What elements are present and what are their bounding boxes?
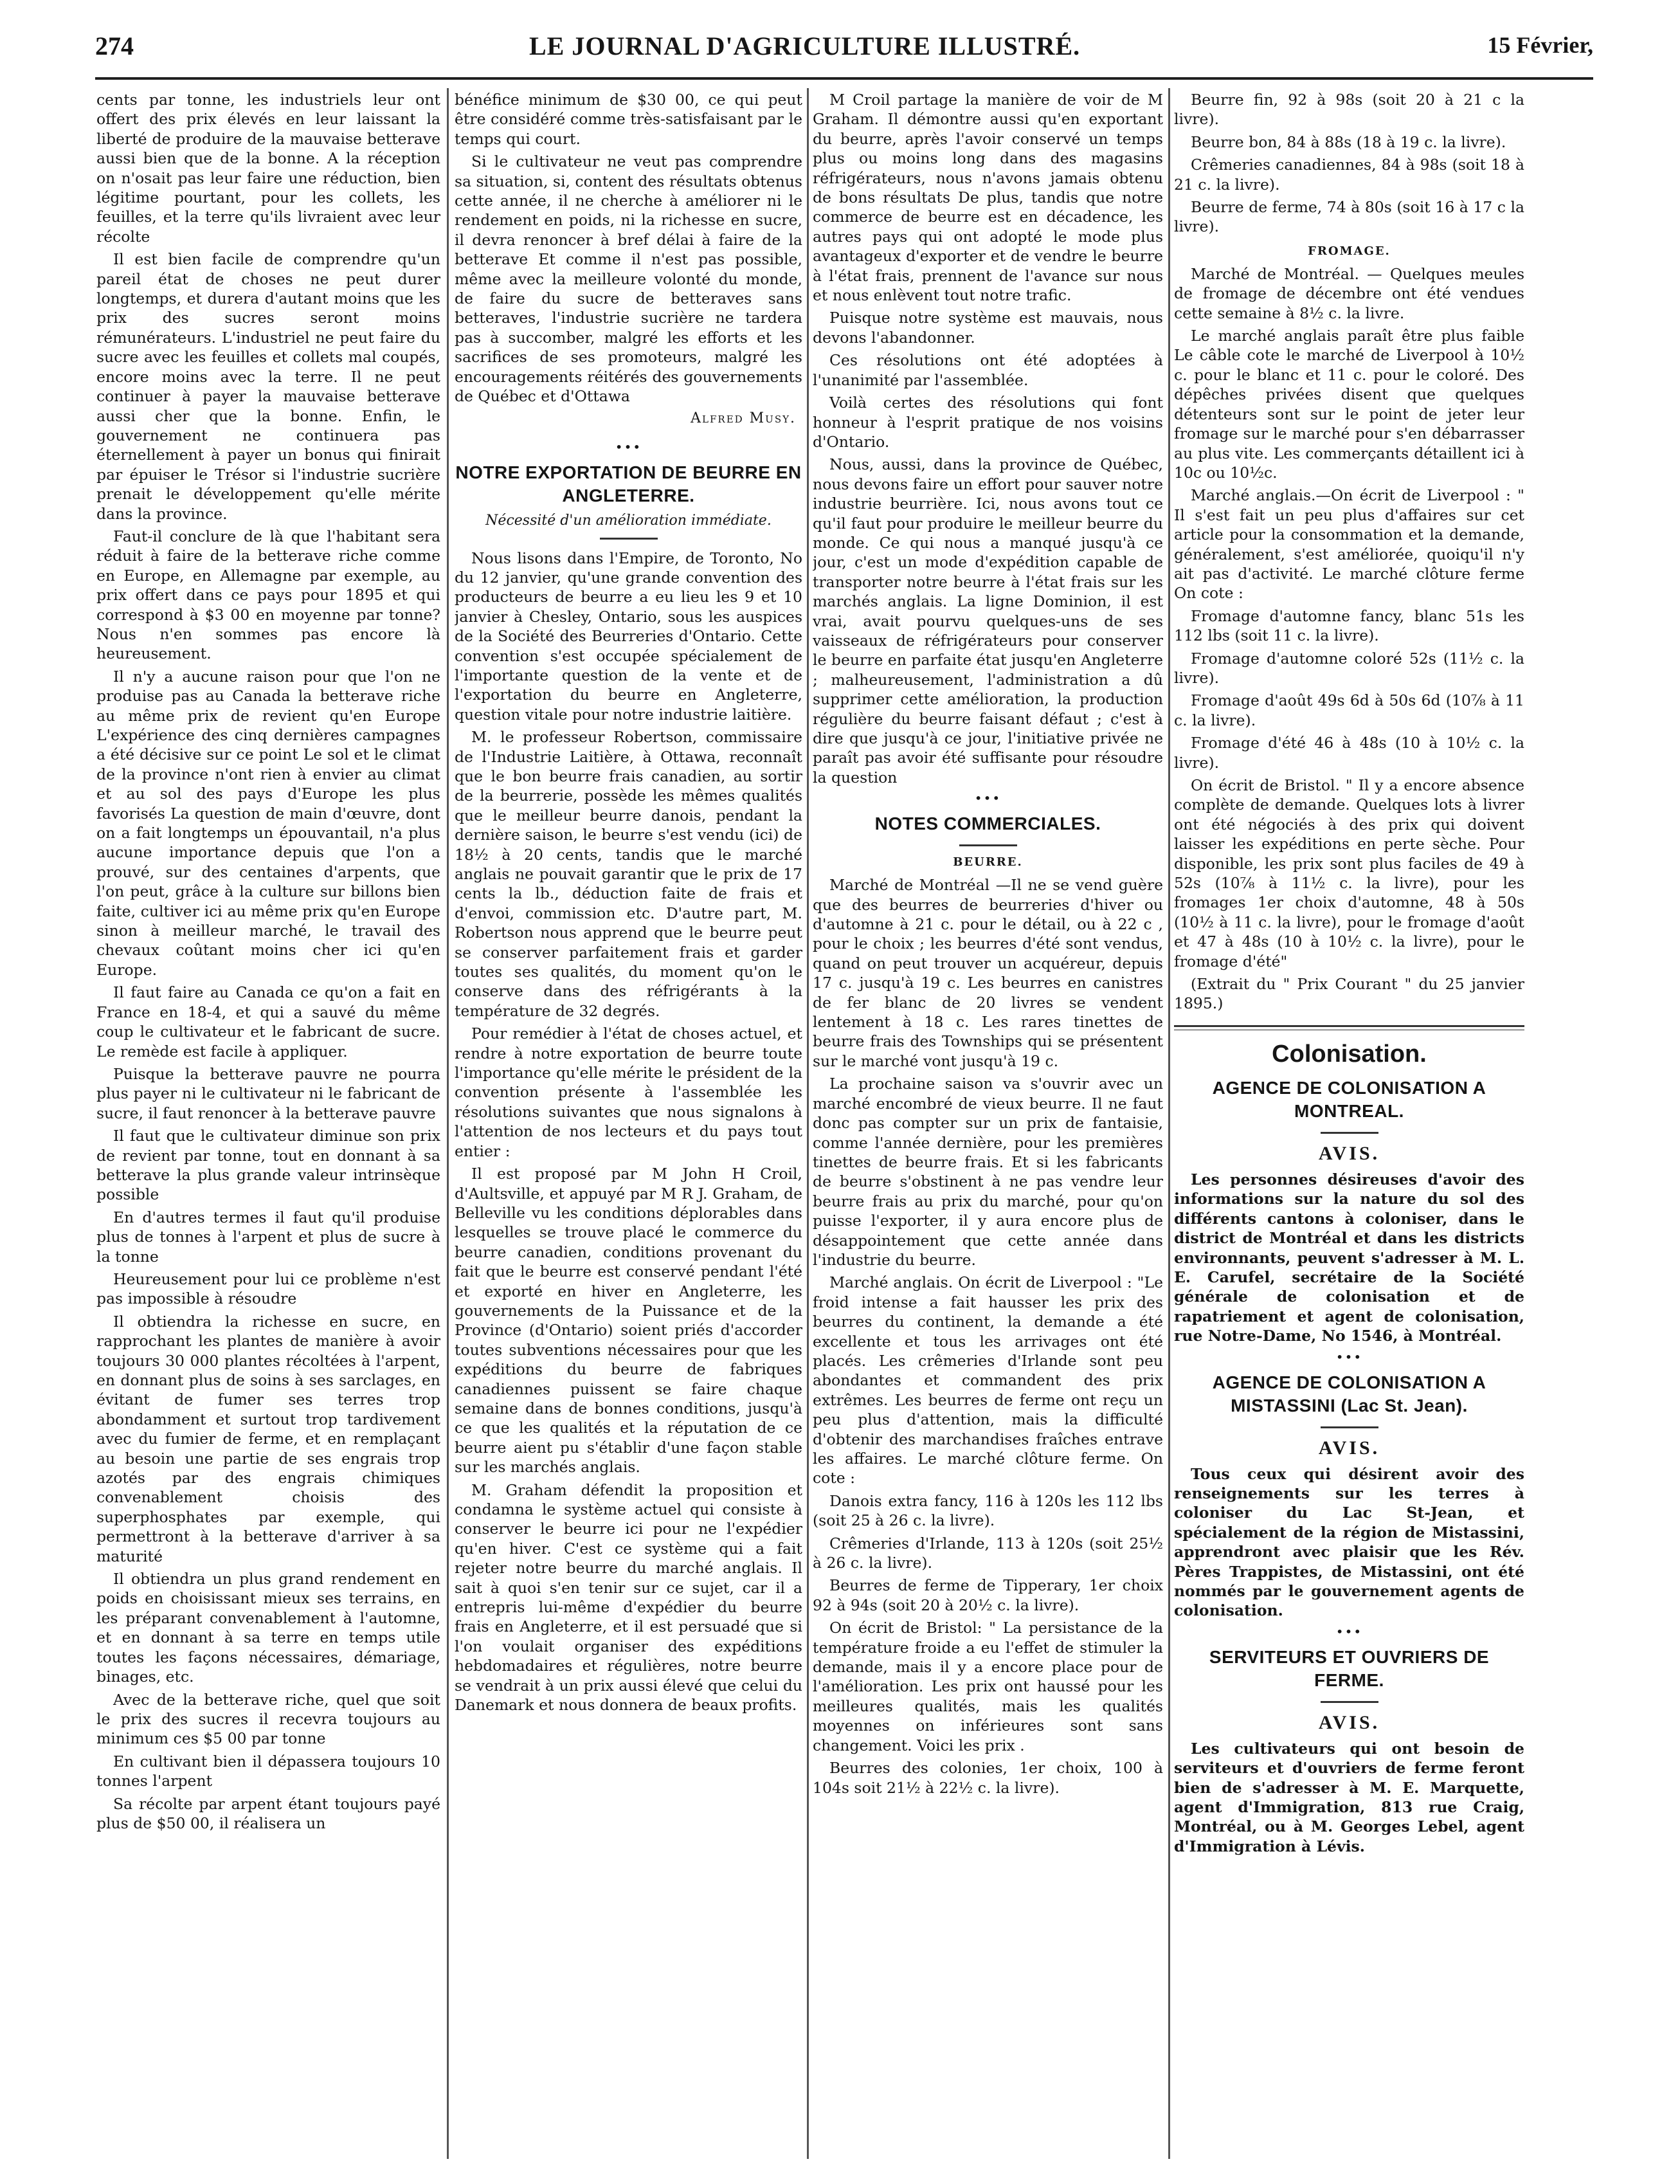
market-paragraph: Beurre bon, 84 à 88s (18 à 19 c. la livre). xyxy=(1191,132,1506,151)
article-paragraph: Ces résolutions ont été adoptées à l'unanimité par l'assemblée. xyxy=(813,351,1163,389)
article-paragraph: Il obtiendra un plus grand rendement en poids en choisissant mieux ses terrains, en les préparant convenablement à l'automne, et en donnant à sa terre en temps utile toutes les façons nécessaires, démariage, binages, etc. xyxy=(96,1570,440,1686)
agency-title: AGENCE DE COLONISATION A MISTASSINI (Lac St. Jean). xyxy=(1212,1372,1486,1415)
article-paragraph: Voilà certes des résolutions qui font honneur à l'esprit pratique de nos voisins d'Ontario. xyxy=(813,394,1163,451)
notice-text: Les cultivateurs qui ont besoin de serviteurs et d'ouvriers de ferme feront bien de s'adresser à M. E. Marquette, agent d'Immigration, 813 rue Craig, Montréal, ou à M. Georges Lebel, agent d'Immigration à Lévis. xyxy=(1174,1739,1524,1855)
market-paragraph: Crêmeries d'Irlande, 113 à 120s (soit 25½ à 26 c. la livre). xyxy=(813,1534,1163,1572)
article-paragraph: Il est proposé par M John H Croil, d'Aultsville, et appuyé par M R J. Graham, de Belleville vu les conditions déplorables dans lesquelles se trouve placé le commerce du beurre canadien, conditions provenant du fait que le beurre est conservé pendant l'été et exporté en hiver en Angleterre, les gouvernements de la Puissance et de la Province (d'Ontario) soient priés d'accorder toutes subventions nécessaires pour que les expéditions du beurre de fabriques canadiennes puissent se faire chaque semaine dans de bonnes conditions, jusqu'à ce que les qualités et la réputation de ce beurre aient pu s'établir d'une façon stable sur les marchés anglais. xyxy=(455,1165,802,1477)
short-rule xyxy=(600,538,658,540)
section-subtitle: Nécessité d'un amélioration immédiate. xyxy=(485,512,772,529)
article-paragraph: Il obtiendra la richesse en sucre, en rapprochant les plantes de manière à avoir toujours 30 000 plantes récoltées à l'arpent, en donnant plus de soins à ses sarclages, en évitant de fumer ses terres trop abondamment et surtout trop tardivement avec du fumier de ferme, et en remplaçant au besoin une partie de ses engrais trop azotés par des engrais chimiques convenablement choisis des superphosphates par exemple, qui permettront à la betterave d'arriver à sa maturité xyxy=(96,1312,440,1565)
section-divider: ••• xyxy=(974,790,1002,806)
section-divider: ••• xyxy=(615,439,642,455)
market-paragraph: On écrit de Bristol: " La persistance de la température froide a eu l'effet de stimuler la demande, mais il y a encore place pour de l'amélioration. Les prix ont haussé pour les meilleures qualités, mais les qualités moyennes on inférieures sont sans changement. Voici les prix . xyxy=(813,1619,1163,1754)
subsection-heading: FROMAGE. xyxy=(1308,244,1391,258)
short-rule xyxy=(1321,1132,1378,1134)
column-4 xyxy=(1174,90,1524,2158)
article-paragraph: Il faut faire au Canada ce qu'on a fait en France en 18-4, et qui a sauvé du même coup le cultivateur et le fabricant de sucre. Le remède est facile à appliquer. xyxy=(96,983,440,1060)
article-paragraph: Nous, aussi, dans la province de Québec, nous devons faire un effort pour sauver notre industrie beurrière. Ici, nous avons tout ce qu'il faut pour produire le meilleur beurre du monde. Ce qui nous a manqué jusqu'à ce jour, c'est un mode d'expédition capable de transporter notre beurre à l'état frais sur les marchés anglais. La ligne Dominion, il est vrai, avait pourvu quelques-uns de ses vaisseaux de réfrigérateurs pour conserver le beurre en parfaite état jusqu'en Angleterre ; malheureusement, l'administration a dû supprimer cette amélioration, la production régulière du beurre faisant défaut ; c'est à dire que jusqu'à ce jour, l'initiative privée ne paraît pas avoir été suffisante pour résoudre la question xyxy=(813,455,1163,787)
notice-text: Les personnes désireuses d'avoir des informations sur la nature du sol des différents cantons à coloniser, dans le district de Montréal et dans les districts environnants, peuvent s'adresser à M. L. E. Carufel, secrétaire de la Société générale de colonisation et de rapatriement et agent de colonisation, rue Notre-Dame, No 1546, à Montréal. xyxy=(1174,1170,1524,1345)
notice-text: Tous ceux qui désirent avoir des renseignements sur les terres à coloniser du Lac St-Jean, et spécialement de la région de Mistassini, apprendront avec plaisir que les Rév. Pères Trappistes, de Mistassini, ont été nommés par le gouvernement agents de colonisation. xyxy=(1174,1464,1524,1620)
market-paragraph: Beurres des colonies, 1er choix, 100 à 104s soit 21½ à 22½ c. la livre). xyxy=(813,1759,1163,1797)
article-paragraph: Puisque la betterave pauvre ne pourra plus payer ni le cultivateur ni le fabricant de sucre, il faut renoncer à la betterave pauvre xyxy=(96,1064,440,1122)
article-paragraph: M. le professeur Robertson, commissaire de l'Industrie Laitière, à Ottawa, reconnaît que le bon beurre frais canadien, au sortir de la beurrerie, possède les mêmes qualités que le meilleur beurre danois, pendant la dernière saison, le beurre s'est vendu (ici) de 18½ à 20 cents, tandis que le marché anglais ne pouvait garantir que le prix de 17 cents la lb., déduction faite de frais et d'envoi, commission etc. D'autre part, M. Robertson nous apprend que le beurre peut se conserver parfaitement frais et garder toutes ses qualités, du moment qu'on le conserve dans des réfrigérants à la température de 32 degrés. xyxy=(455,728,802,1020)
subsection-heading: BEURRE. xyxy=(953,855,1023,869)
market-paragraph: Fromage d'automne coloré 52s (11½ c. la livre). xyxy=(1174,649,1524,687)
market-paragraph: Marché de Montréal —Il ne se vend guère que des beurres de beurreries d'hiver ou d'automne à 21 c. pour le détail, ou à 22 c , pour le choix ; les beurres d'été sont vendus, quand on peut trouver un acquéreur, depuis 17 c. jusqu'à 19 c. Les beurres en canistres de fer blanc de 20 livres se vendent lentement à 18 c. Les rares tinettes de beurre frais des Townships qui se présentent sur le marché vont jusqu'à 19 c. xyxy=(813,876,1163,1070)
notice-heading: AVIS. xyxy=(1318,1711,1380,1733)
section-rule xyxy=(1174,1025,1524,1030)
short-rule xyxy=(959,844,1017,846)
article-paragraph: Il est bien facile de comprendre qu'un pareil état de choses ne peut durer longtemps, et durera d'autant moins que les prix des sucres seront moins rémunérateurs. L'industriel ne peut faire du sucre avec les feuilles et collets mal coupés, encore moins avec la terre. Il ne peut continuer à payer la mauvaise betterave aussi cher que la bonne. Enfin, le gouvernement ne continuera pas éternellement à payer un bonus qui finirait par épuiser le Trésor si l'industrie sucrière prenait le développement qu'elle mérite dans la province. xyxy=(96,250,440,523)
market-paragraph: Le marché anglais paraît être plus faible Le câble cote le marché de Liverpool à 10½ c. pour le blanc et 11 c. pour le coloré. Des dépêches privées disent que quelques détenteurs sont sur le point de jeter leur fromage sur le marché pour s'en débarrasser au plus vite. Les commerçants détaillent ici à 10c ou 10½c. xyxy=(1174,327,1524,482)
article-paragraph: En d'autres termes il faut qu'il produise plus de tonnes à l'arpent et plus de sucre à la tonne xyxy=(96,1208,440,1266)
page-header xyxy=(95,33,1593,71)
market-paragraph: Marché anglais. On écrit de Liverpool : "Le froid intense a fait hausser les prix des beurres du continent, la demande a été excellente et tous les arrivages ont été placés. Les crêmeries d'Irlande sont peu abondantes et commandent des prix extrêmes. Les beurres de ferme ont reçu un peu plus d'attention, mais la difficulté d'obtenir des marchandises fraîches entrave les affaires. Le marché clôture ferme. On cote : xyxy=(813,1273,1163,1488)
agency-title: AGENCE DE COLONISATION A MONTREAL. xyxy=(1212,1077,1486,1121)
source-citation: (Extrait du " Prix Courant " du 25 janvier 1895.) xyxy=(1174,975,1524,1013)
market-paragraph: Beurres de ferme de Tipperary, 1er choix 92 à 94s (soit 20 à 20½ c. la livre). xyxy=(813,1576,1163,1614)
page-number: 274 xyxy=(95,32,134,60)
market-paragraph: Marché anglais.—On écrit de Liverpool : " Il s'est fait un peu plus d'affaires sur cet article pour la consommation et la demande, généralement, s'est améliorée, quoiqu'il n'y ait pas d'activité. Le marché clôture ferme On cote : xyxy=(1174,486,1524,603)
market-paragraph: Crêmeries canadiennes, 84 à 98s (soit 18 à 21 c. la livre). xyxy=(1174,156,1524,194)
article-paragraph: Nous lisons dans l'Empire, de Toronto, No du 12 janvier, qu'une grande convention des producteurs de beurre a eu lieu les 9 et 10 janvier à Chesley, Ontario, sous les auspices de la Société des Beurreries d'Ontario. Cette convention s'est occupée spécialement de l'importante question de la vente et de l'exportation du beurre en Angleterre, question vitale pour notre industrie laitière. xyxy=(455,549,802,723)
article-paragraph: Avec de la betterave riche, quel que soit le prix des sucres il recevra toujours au minimum ces $5 00 par tonne xyxy=(96,1690,440,1748)
market-paragraph: Danois extra fancy, 116 à 120s les 112 lbs (soit 25 à 26 c. la livre). xyxy=(813,1491,1163,1530)
column-3 xyxy=(813,90,1163,2158)
article-paragraph: M. Graham défendit la proposition et condamna le système actuel qui consiste à conserver le beurre ici pour ne l'expédier qu'en hiver. C'est ce système qui a fait rejeter notre beurre du marché anglais. Il sait à quoi s'en tenir sur ce sujet, car il a entrepris lui-même d'expédier du beurre frais en Angleterre, et il est persuadé que si l'on voulait organiser des expéditions hebdomadaires et régulières, notre beurre se vendrait à un prix aussi élevé que celui du Danemark et nous donnera de beaux profits. xyxy=(455,1480,802,1715)
section-title: NOTRE EXPORTATION DE BEURRE EN ANGLETERRE. xyxy=(455,462,802,505)
article-paragraph: Puisque notre système est mauvais, nous devons l'abandonner. xyxy=(813,309,1163,347)
market-paragraph: Fromage d'automne fancy, blanc 51s les 112 lbs (soit 11 c. la livre). xyxy=(1174,606,1524,645)
article-paragraph: bénéfice minimum de $30 00, ce qui peut être considéré comme très-satisfaisant par le temps qui court. xyxy=(455,91,802,148)
column-divider xyxy=(807,88,809,2159)
article-paragraph: Si le cultivateur ne veut pas comprendre sa situation, si, content des résultats obtenus cette année, il ne cherche à améliorer ni le rendement en poids, ni la richesse en sucre, il devra renoncer à bref délai à faire de la betterave Et comme il n'est pas possible, même avec la meilleure volonté du monde, de faire du sucre de betteraves sans betteraves, l'industrie sucrière ne tardera pas à succomber, malgré les efforts et les sacrifices de ses promoteurs, malgré les encouragements réitérés des gouvernements de Québec et d'Ottawa xyxy=(455,152,802,406)
colonisation-title: Colonisation. xyxy=(1272,1040,1427,1068)
column-1 xyxy=(96,90,440,2158)
article-paragraph: cents par tonne, les industriels leur ont offert des prix élevés en leur laissant la liberté de produire de la mauvaise betterave aussi bien que de la bonne. A la réception on n'osait pas leur faire une réduction, bien légitime pourtant, pour les collets, les feuilles, et la terre qu'ils livraient avec leur récolte xyxy=(96,91,440,246)
short-rule xyxy=(1321,1426,1378,1428)
section-divider: ••• xyxy=(1335,1349,1363,1365)
column-divider xyxy=(447,88,449,2159)
journal-title: LE JOURNAL D'AGRICULTURE ILLUSTRÉ. xyxy=(529,32,1081,60)
article-paragraph: Pour remédier à l'état de choses actuel, et rendre à notre exportation de beurre toute l'importance qu'elle mérite le président de la convention présente à l'assemblée les résolutions suivantes que nous signalons à l'attention de nos lecteurs et du pays tout entier : xyxy=(455,1024,802,1160)
section-title: NOTES COMMERCIALES. xyxy=(874,814,1101,834)
market-paragraph: On écrit de Bristol. " Il y a encore absence complète de demande. Quelques lots à livrer ont été négociés à des prix qui doivent laisser les expéditions en perte sèche. Pour disponible, les prix sont plus faciles de 49 à 52s (10⅞ à 11½ c. la livre), pour les fromages 1er choix d'automne, 48 à 50s (10½ à 11 c. la livre), pour le fromage d'août et 47 à 48s (10 à 10½ c. la livre), pour le fromage d'été" xyxy=(1174,776,1524,970)
column-divider xyxy=(1168,88,1170,2159)
notice-heading: AVIS. xyxy=(1318,1142,1380,1164)
article-paragraph: En cultivant bien il dépassera toujours 10 tonnes l'arpent xyxy=(96,1752,440,1790)
author-signature: Alfred Musy. xyxy=(691,410,796,426)
market-paragraph: Marché de Montréal. — Quelques meules de fromage de décembre ont été vendues cette semaine à 8½ c. la livre. xyxy=(1174,264,1524,322)
header-rule xyxy=(95,77,1593,80)
article-paragraph: Il n'y a aucune raison pour que l'on ne produise pas au Canada la betterave riche au même prix de revient qu'en Europe L'expérience des cinq dernières campagnes a été décisive sur ce point Le sol et le climat de la province n'ont rien à envier au climat et au sol des pays d'Europe les plus favorisés La question de main d'œuvre, dont on a fait longtemps un épouvantail, n'a plus aucune importance depuis que l'on a prouvé, sur des centaines d'arpents, que l'on peut, grâce à la culture sur billons bien faite, cultiver ici au même prix qu'en Europe sinon à meilleur marché, le travail des chevaux coûtant moins cher ici qu'en Europe. xyxy=(96,667,440,979)
market-paragraph: Beurre fin, 92 à 98s (soit 20 à 21 c la livre). xyxy=(1174,91,1524,129)
article-paragraph: M Croil partage la manière de voir de M Graham. Il démontre aussi qu'en exportant du beurre, après l'avoir conservé un temps plus ou moins long dans des magasins réfrigérateurs, nous n'avons jamais obtenu de bons résultats De plus, tandis que notre commerce de beurre est en décadence, les autres pays qui ont adopté le mode plus avantageux d'exporter et de vendre le beurre à l'état frais, prennent de l'avance sur nous et nous enlèvent tout notre trafic. xyxy=(813,91,1163,305)
market-paragraph: Fromage d'août 49s 6d à 50s 6d (10⅞ à 11 c. la livre). xyxy=(1174,691,1524,729)
section-title: SERVITEURS ET OUVRIERS DE FERME. xyxy=(1209,1646,1490,1690)
article-paragraph: Faut-il conclure de là que l'habitant sera réduit à faire de la betterave riche comme en Europe, en Allemagne par exemple, au prix offert dans ce pays pour 1895 et qui correspond à $3 00 en moyenne par tonne? Nous n'en sommes pas encore là heureusement. xyxy=(96,527,440,663)
short-rule xyxy=(1321,1701,1378,1703)
section-divider: ••• xyxy=(1335,1623,1363,1639)
market-paragraph: Fromage d'été 46 à 48s (10 à 10½ c. la livre). xyxy=(1174,734,1524,772)
market-paragraph: Beurre de ferme, 74 à 80s (soit 16 à 17 c la livre). xyxy=(1174,198,1524,236)
market-paragraph: La prochaine saison va s'ouvrir avec un marché encombré de vieux beurre. Il ne faut donc pas compter sur un prix de fantaisie, comme l'année dernière, pour les premières tinettes de beurre frais. Et si les fabricants de beurre s'obstinent à ne pas vendre leur beurre frais au prix du marché, pour qu'on puisse l'exporter, il y aura encore plus de désappointement que cette année dans l'industrie du beurre. xyxy=(813,1075,1163,1269)
article-paragraph: Heureusement pour lui ce problème n'est pas impossible à résoudre xyxy=(96,1269,440,1308)
article-paragraph: Sa récolte par arpent étant toujours payé plus de $50 00, il réalisera un xyxy=(96,1794,440,1832)
notice-heading: AVIS. xyxy=(1318,1437,1380,1459)
column-2 xyxy=(455,90,802,2158)
article-paragraph: Il faut que le cultivateur diminue son prix de revient par tonne, tout en donnant à sa betterave la plus grande valeur intrinsèque possible xyxy=(96,1127,440,1204)
issue-date: 15 Février, xyxy=(1487,32,1593,58)
